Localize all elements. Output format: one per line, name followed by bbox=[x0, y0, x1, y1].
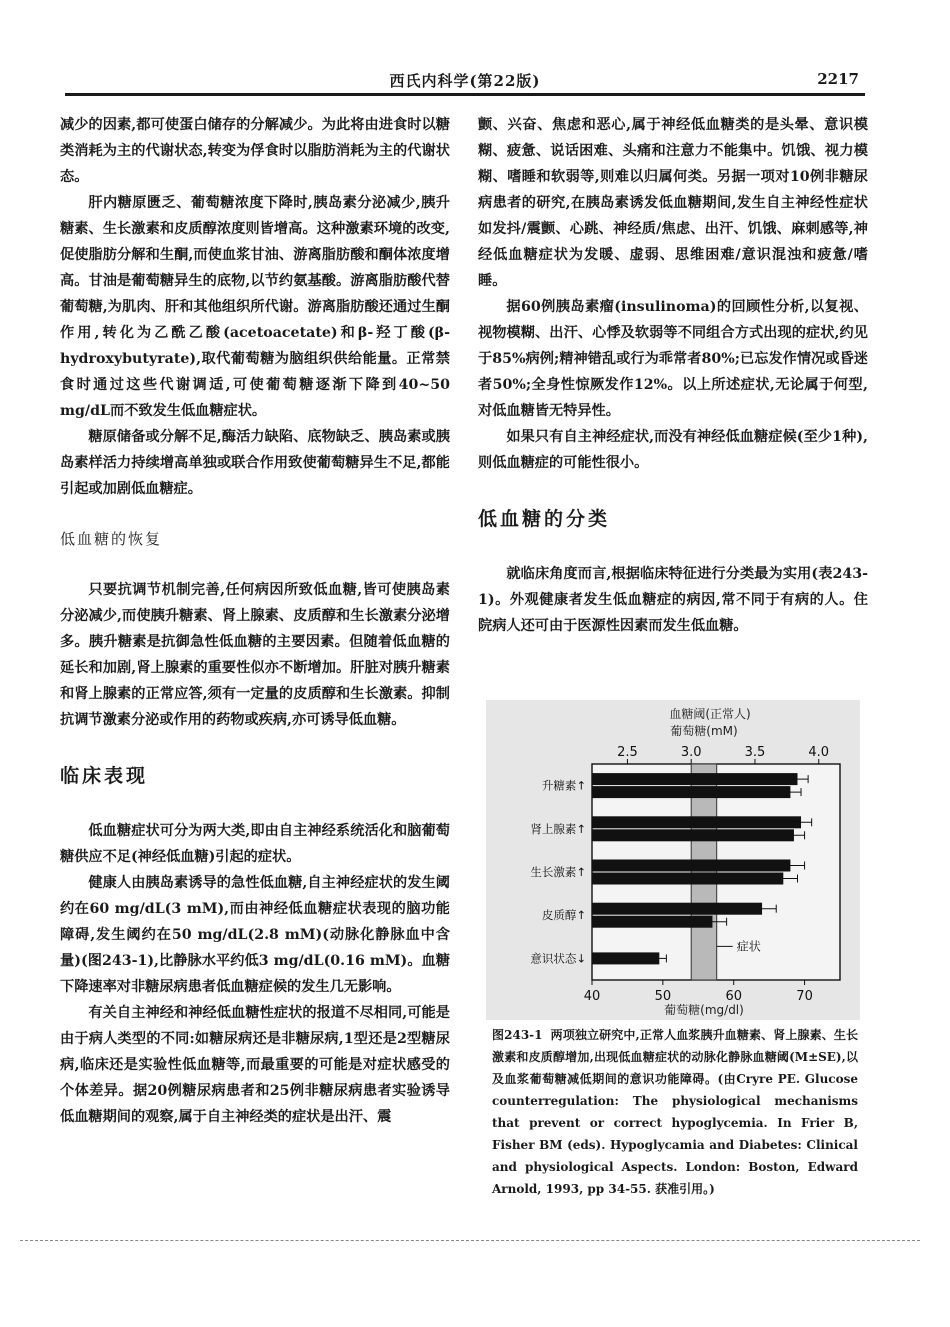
top-tick-label: 3.0 bbox=[680, 745, 702, 760]
bar bbox=[592, 773, 797, 785]
bar bbox=[592, 903, 762, 915]
paragraph: 据60例胰岛素瘤(insulinoma)的回顾性分析,以复视、视物模糊、出汗、心悸及软弱等不同组合方式出现的症状,约见于85%病例;精神错乱或行为乖常者80%;已忘发作情况或昏迷者50%;全身性惊厥发作12%。以上所述症状,无论属于何型,对低血糖皆无特异性。 bbox=[478, 299, 868, 419]
subheading-recovery: 低血糖的恢复 bbox=[60, 530, 163, 548]
paragraph: 肝内糖原匮乏、葡萄糖浓度下降时,胰岛素分泌减少,胰升糖素、生长激素和皮质醇浓度则皆增高。这种激素环境的改变,促使脂肪分解和生酮,而使血浆甘油、游离脂肪酸和酮体浓度增高。甘油是葡萄糖异生的底物,以节约氨基酸。游离脂肪酸代替葡萄糖,为肌肉、肝和其他组织所代谢。游离脂肪酸还通过生酮作用,转化为乙酰乙酸(acetoacetate)和β-羟丁酸(β-hydroxybutyrate),取代葡萄糖为脑组织供给能量。正常禁食时通过这些代谢调适,可使葡萄糖逐渐下降到40~50 mg/dL而不致发生低血糖症状。 bbox=[60, 195, 450, 419]
category-label: 皮质醇↑ bbox=[541, 908, 586, 923]
figure-caption bbox=[492, 1024, 858, 1200]
footer-rule bbox=[20, 1240, 920, 1241]
bar bbox=[592, 816, 801, 828]
bar bbox=[592, 786, 790, 798]
bar bbox=[592, 860, 790, 872]
bar bbox=[592, 829, 794, 841]
paragraph: 糖原储备或分解不足,酶活力缺陷、底物缺乏、胰岛素或胰岛素样活力持续增高单独或联合作用致使葡萄糖异生不足,都能引起或加剧低血糖症。 bbox=[60, 429, 450, 497]
paragraph: 只要抗调节机制完善,任何病因所致低血糖,皆可使胰岛素分泌减少,而使胰升糖素、肾上腺素、皮质醇和生长激素分泌增多。胰升糖素是抗御急性低血糖的主要因素。但随着低血糖的延长和加剧,肾上腺素的重要性似亦不断增加。肝脏对胰升糖素和肾上腺素的正常应答,须有一定量的皮质醇和生长激素。抑制抗调节激素分泌或作用的药物或疾病,亦可诱导低血糖。 bbox=[60, 582, 450, 728]
x-axis-label: 葡萄糖(mg/dl) bbox=[664, 1003, 744, 1017]
paragraph: 健康人由胰岛素诱导的急性低血糖,自主神经症状的发生阈约在60 mg/dL(3 mM),而由神经低血糖症状表现的脑功能障碍,发生阈约在50 mg/dL(2.8 mM)(动脉化静脉血中含量)(图243-1),比静脉水平约低3 mg/dL(0.16 mM)。血糖下降速率对非糖尿病患者低血糖症候的发生几无影响。 bbox=[60, 875, 450, 995]
left-column bbox=[60, 112, 450, 1130]
figure-243-1 bbox=[486, 700, 860, 1020]
bar bbox=[592, 952, 659, 964]
running-header bbox=[65, 66, 865, 96]
right-column bbox=[478, 112, 868, 639]
x-tick-label: 70 bbox=[796, 989, 813, 1004]
paragraph: 颤、兴奋、焦虑和恶心,属于神经低血糖类的是头晕、意识模糊、疲惫、说话困难、头痛和注意力不能集中。饥饿、视力模糊、嗜睡和软弱等,则难以归属何类。另据一项对10例非糖尿病患者的研究,在胰岛素诱发低血糖期间,发生自主神经性症状如发抖/震颤、心跳、神经质/焦虑、出汗、饥饿、麻刺感等,神经低血糖症状为发暖、虚弱、思维困难/意识混浊和疲惫/嗜睡。 bbox=[478, 117, 868, 289]
paragraph: 有关自主神经和神经低血糖性症状的报道不尽相同,可能是由于病人类型的不同:如糖尿病还是非糖尿病,1型还是2型糖尿病,临床还是实验性低血糖等,而最重要的可能是对症状感受的个体差异。据20例糖尿病患者和25例非糖尿病患者实验诱导低血糖期间的观察,属于自主神经类的症状是出汗、震 bbox=[60, 1005, 450, 1125]
paragraph: 减少的因素,都可使蛋白储存的分解减少。为此将由进食时以糖类消耗为主的代谢状态,转变为俘食时以脂肪消耗为主的代谢状态。 bbox=[60, 117, 450, 185]
paragraph: 就临床角度而言,根据临床特征进行分类最为实用(表243-1)。外观健康者发生低血糖症的病因,常不同于有病的人。住院病人还可由于医源性因素而发生低血糖。 bbox=[478, 566, 868, 634]
category-label: 升糖素↑ bbox=[541, 778, 586, 793]
book-title: 西氏内科学(第22版) bbox=[389, 72, 541, 90]
x-tick-label: 50 bbox=[654, 989, 672, 1004]
category-label: 生长激素↑ bbox=[530, 865, 586, 879]
category-label: 肾上腺素↑ bbox=[530, 821, 586, 836]
bar bbox=[592, 916, 712, 928]
category-label: 意识状态↓ bbox=[530, 951, 586, 966]
chart-title: 血糖阈(正常人) bbox=[669, 707, 751, 721]
top-tick-label: 4.0 bbox=[808, 745, 830, 760]
figure-number: 图243-1 bbox=[492, 1028, 543, 1042]
top-axis-label: 葡萄糖(mM) bbox=[670, 724, 738, 738]
bar bbox=[592, 873, 783, 885]
heading-clinical: 临床表现 bbox=[60, 765, 149, 787]
paragraph: 低血糖症状可分为两大类,即由自主神经系统活化和脑葡萄糖供应不足(神经低血糖)引起的症状。 bbox=[60, 823, 450, 865]
annotation-label: 症状 bbox=[736, 939, 761, 954]
page-number: 2217 bbox=[817, 70, 859, 88]
threshold-chart bbox=[486, 700, 860, 1020]
caption-text: 两项独立研究中,正常人血浆胰升血糖素、肾上腺素、生长激素和皮质醇增加,出现低血糖症状的动脉化静脉血糖阈(M±SE),以及血浆葡萄糖减低期间的意识功能障碍。(由Cryre PE. Glucose counterregulation: The physiological mechanisms that prevent or correct hypoglycemia. In Frier B, Fisher BM (eds). Hypoglycamia and Diabetes: Clinical and physiological Aspects. London: Boston, Edward Arnold, 1993, pp 34-55. 获准引用。) bbox=[492, 1028, 858, 1196]
top-tick-label: 3.5 bbox=[744, 745, 766, 760]
top-tick-label: 2.5 bbox=[617, 745, 638, 760]
x-tick-label: 60 bbox=[725, 989, 742, 1004]
heading-classification: 低血糖的分类 bbox=[478, 508, 611, 530]
paragraph: 如果只有自主神经症状,而没有神经低血糖症候(至少1种),则低血糖症的可能性很小。 bbox=[478, 429, 868, 471]
x-tick-label: 40 bbox=[583, 989, 601, 1004]
